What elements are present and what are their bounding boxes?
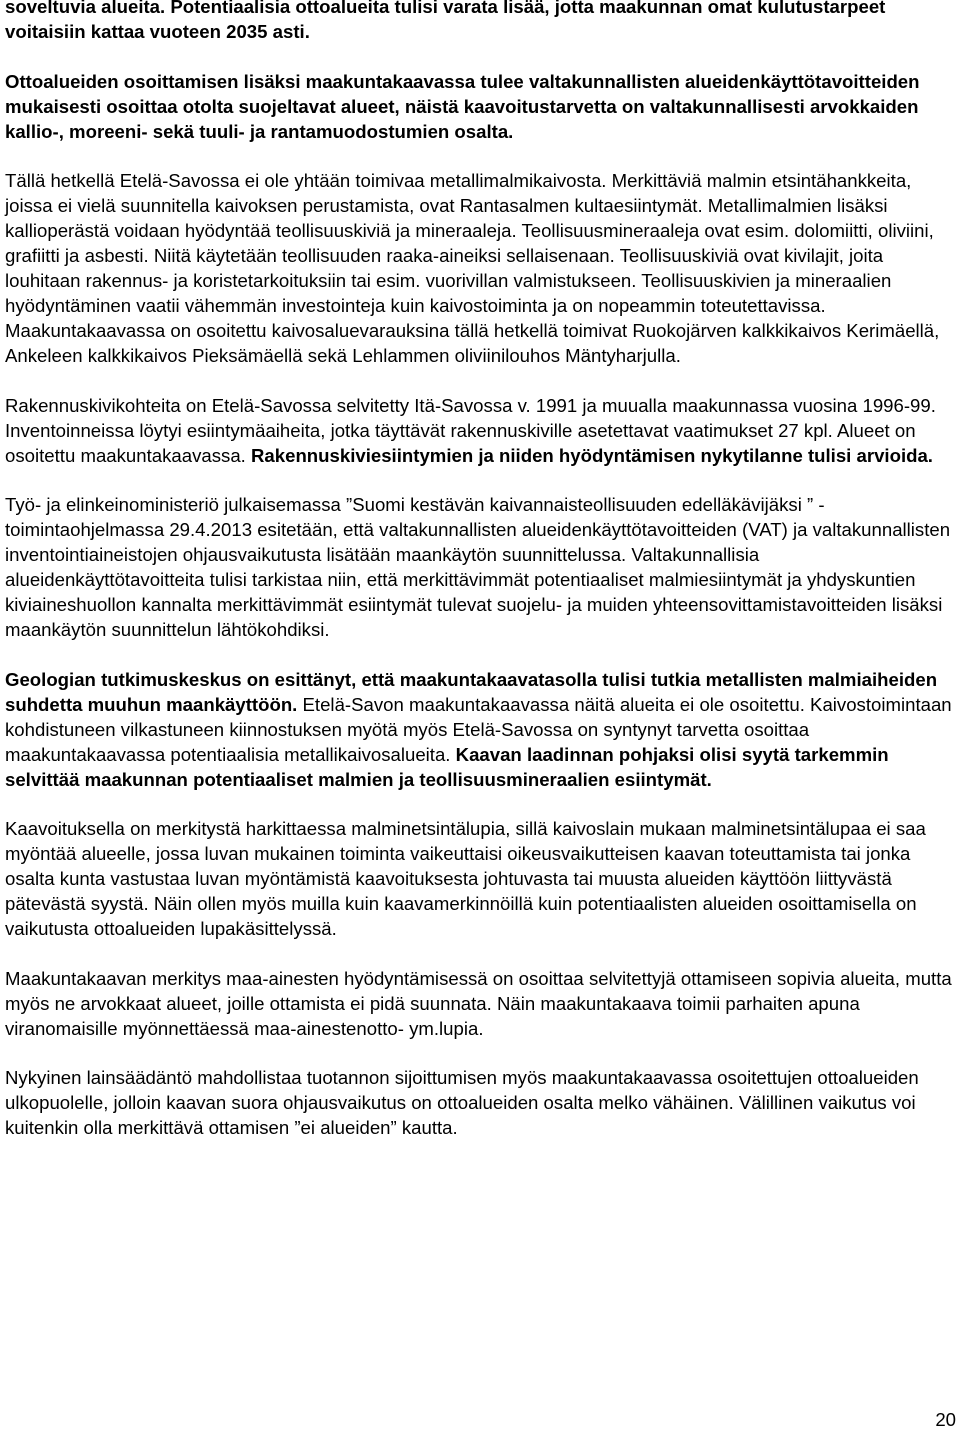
paragraph-7 [5, 816, 953, 941]
paragraph-2-text: Ottoalueiden osoittamisen lisäksi maakuntakaavassa tulee valtakunnallisten alueidenkäyttötavoitteiden mukaisesti osoittaa otolta suojeltavat alueet, näistä kaavoitustarvetta on valtakunnallisesti arvokkaiden kallio-, moreeni- sekä tuuli- ja rantamuodostumien osalta. [5, 70, 920, 142]
paragraph-8-text: Maakuntakaavan merkitys maa-ainesten hyödyntämisessä on osoittaa selvitettyjä ottamiseen sopivia alueita, mutta myös ne arvokkaat alueet, joille ottamista ei pidä suunnata. Näin maakuntakaava toimii parhaiten apuna viranomaisille myönnettäessä maa-ainestenotto- ym.lupia. [5, 967, 952, 1039]
paragraph-5-text: Työ- ja elinkeinoministeriö julkaisemassa ”Suomi kestävän kaivannaisteollisuuden edelläkävijäksi ” - toimintaohjelmassa 29.4.2013 esitetään, että valtakunnallisten alueidenkäyttötavoitteiden (VAT) ja valtakunnallisten inventointiaineistojen ohjausvaikutusta lisätään maankäytön suunnittelussa. Valtakunnallisia alueidenkäyttötavoitteita tulisi tarkistaa niin, että merkittävimmät potentiaaliset malmiesiintymät ja yhdyskuntien kiviaineshuollon kannalta merkittävimmät esiintymät tulevat suojelu- ja muiden yhteensovittamistavoitteiden lisäksi maankäytön suunnittelun lähtökohdiksi. [5, 494, 951, 640]
paragraph-2 [5, 69, 953, 144]
paragraph-9-text: Nykyinen lainsäädäntö mahdollistaa tuotannon sijoittumisen myös maakuntakaavassa osoitettujen ottoalueiden ulkopuolelle, jolloin kaavan suora ohjausvaikutus on ottoalueiden osalta melko vähäinen. Välillinen vaikutus voi kuitenkin olla merkittävä ottamisen ”ei alueiden” kautta. [5, 1067, 919, 1138]
paragraph-1-text: soveltuvia alueita. Potentiaalisia ottoalueita tulisi varata lisää, jotta maakunnan omat kulutustarpeet voitaisiin kattaa vuoteen 2035 asti. [5, 0, 886, 42]
paragraph-4-bold-text: Rakennuskiviesiintymien ja niiden hyödyntämisen nykytilanne tulisi arvioida. [251, 444, 933, 466]
paragraph-5 [5, 492, 953, 642]
paragraph-9 [5, 1065, 953, 1140]
paragraph-6-bold-text-1: Geologian tutkimuskeskus on esittänyt, että maakuntakaavatasolla tulisi tutkia metallisten malmiaiheiden suhdetta muuhun maankäyttöön. [5, 668, 938, 715]
paragraph-3 [5, 168, 953, 368]
page-number: 20 [935, 1409, 956, 1430]
paragraph-6 [5, 667, 953, 792]
paragraph-3-text: Tällä hetkellä Etelä-Savossa ei ole yhtään toimivaa metallimalmikaivosta. Merkittäviä malmin etsintähankkeita, joissa ei vielä suunnitella kaivoksen perustamista, ovat Rantasalmen kultaesiintymät. Metallimalmien lisäksi kallioperästä voidaan hyödyntää teollisuuskiviä ja mineraaleja. Teollisuusmineraaleja ovat esim. dolomiitti, oliviini, grafiitti ja asbesti. Niitä käytetään teollisuuden raaka-aineiksi sellaisenaan. Teollisuuskiviä ovat kivilajit, joita louhitaan rakennus- ja koristetarkoituksiin tai esim. vuorivillan valmistukseen. Teollisuuskivien ja mineraalien hyödyntäminen vaatii vähemmän investointeja kuin kaivostoiminta ja on nopeammin toteutettavissa. Maakuntakaavassa on osoitettu kaivosaluevarauksina tällä hetkellä toimivat Ruokojärven kalkkikaivos Kerimäellä, Ankeleen kalkkikaivos Pieksämäellä sekä Lehlammen oliviinilouhos Mäntyharjulla. [5, 170, 940, 366]
paragraph-1 [5, 0, 953, 44]
paragraph-6-text: Etelä-Savon maakuntakaavassa näitä alueita ei ole osoitettu. Kaivostoimintaan kohdistuneen vilkastuneen kiinnostuksen myötä myös Etelä-Savossa on syntynyt tarvetta osoittaa maakuntakaavassa potentiaalisia metallikaivosalueita. [5, 693, 952, 765]
paragraph-4 [5, 393, 953, 468]
paragraph-6-bold-text-2: Kaavan laadinnan pohjaksi olisi syytä tarkemmin selvittää maakunnan potentiaaliset malmien ja teollisuusmineraalien esiintymät. [5, 743, 889, 790]
paragraph-4-text: Rakennuskivikohteita on Etelä-Savossa selvitetty Itä-Savossa v. 1991 ja muualla maakunnassa vuosina 1996-99. Inventoinneissa löytyi esiintymäaiheita, jotka täyttävät rakennuskiville asetettavat vaatimukset 27 kpl. Alueet on osoitettu maakuntakaavassa. [5, 394, 936, 466]
paragraph-8 [5, 966, 953, 1041]
paragraph-7-text: Kaavoituksella on merkitystä harkittaessa malminetsintälupia, sillä kaivoslain mukaan malminetsintälupaa ei saa myöntää alueelle, jossa luvan mukainen toiminta vaikeuttaisi oikeusvaikutteisen kaavan toteuttamista tai jonka osalta kunta vastustaa luvan myöntämistä kaavoituksesta johtuvasta tai muusta alueiden käyttöön liittyvästä pätevästä syystä. Näin ollen myös muilla kuin kaavamerkinnöillä kuin potentiaalisten alueiden osoittamisella on vaikutusta ottoalueiden lupakäsittelyssä. [5, 818, 926, 939]
document-page [5, 0, 953, 1140]
